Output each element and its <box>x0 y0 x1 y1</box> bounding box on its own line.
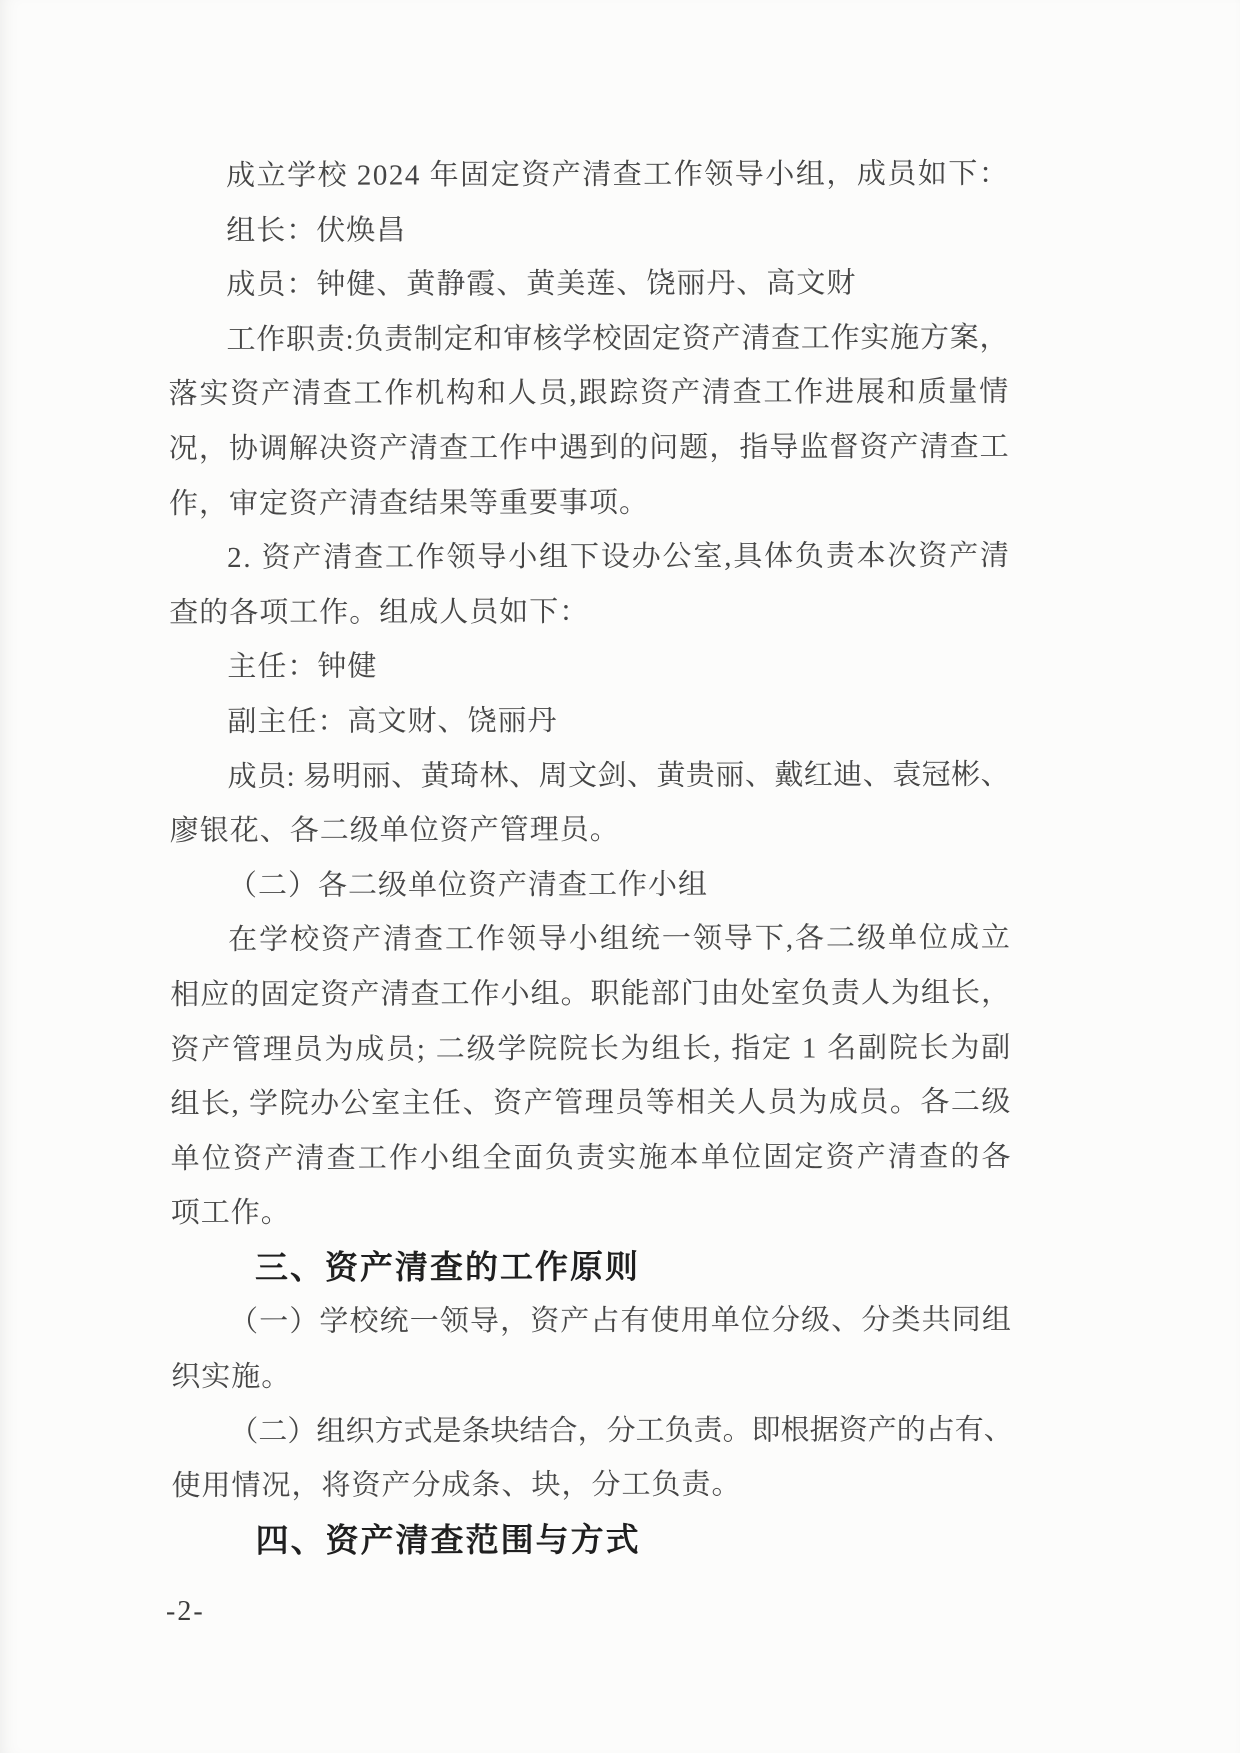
text-line: 主任：钟健 <box>227 650 378 684</box>
text-line: 副主任：高文财、饶丽丹 <box>227 705 558 738</box>
section-heading: 四、资产清查范围与方式 <box>255 1520 641 1559</box>
text-line: 组长：伏焕昌 <box>226 214 407 247</box>
section-heading: 三、资产清查的工作原则 <box>254 1247 640 1286</box>
page-number: -2- <box>166 1596 205 1627</box>
text-line: 成 员 : 易 明 丽 、 黄 琦 林 、 周 文 剑 、 黄 贵 丽 、 戴 红 迪 、 袁 冠 彬 、 <box>227 758 1010 793</box>
text-line: 单 位 资 产 清 查 工 作 小 组 全 面 负 责 实 施 本 单 位 固 定 资 产 清 查 的 各 <box>170 1140 1011 1175</box>
text-line: 廖银花、各二级单位资产管理员。 <box>169 814 620 848</box>
text-line: 织实施。 <box>171 1360 292 1394</box>
text-line: （二）各二级单位资产清查工作小组 <box>227 868 708 902</box>
text-line: 况 ， 协 调 解 决 资 产 清 查 工 作 中 遇 到 的 问 题 ， 指 导 监 督 资 产 清 查 工 <box>168 430 1009 466</box>
text-line: 使用情况，将资产分成条、块，分工负责。 <box>171 1468 742 1503</box>
text-line: 项工作。 <box>170 1197 291 1230</box>
text-line: 成员：钟健、黄静霞、黄美莲、饶丽丹、高文财 <box>226 267 857 302</box>
text-line: 查的各项工作。组成人员如下： <box>169 595 590 629</box>
text-line: 相 应 的 固 定 资 产 清 查 工 作 小 组 。 职 能 部 门 由 处 室 负 责 人 为 组 长 ， <box>170 976 1011 1012</box>
text-line: 工 作 职 责 : 负 责 制 定 和 审 核 学 校 固 定 资 产 清 查 工 作 实 施 方 案 ， <box>226 321 1009 356</box>
text-line: 作，审定资产清查结果等重要事项。 <box>168 486 649 520</box>
document-body <box>168 147 1012 1569</box>
text-line: 在 学 校 资 产 清 查 工 作 领 导 小 组 统 一 领 导 下 , 各 二 级 单 位 成 立 <box>228 922 1010 957</box>
text-line: 组 长 , 学 院 办 公 室 主 任 、 资 产 管 理 员 等 相 关 人 员 为 成 员 。 各 二 级 <box>170 1085 1011 1121</box>
text-line: （ 二 ） 组 织 方 式 是 条 块 结 合 ， 分 工 负 责 。 即 根 据 资 产 的 占 有 、 <box>229 1413 1013 1448</box>
text-line: 2 . 资 产 清 查 工 作 领 导 小 组 下 设 办 公 室 , 具 体 负 责 本 次 资 产 清 <box>227 540 1010 575</box>
text-line: 落 实 资 产 清 查 工 作 机 构 和 人 员 , 跟 踪 资 产 清 查 工 作 进 展 和 质 量 情 <box>168 376 1009 411</box>
text-line: 成 立 学 校 2 0 2 4 年 固 定 资 产 清 查 工 作 领 导 小 组 ， 成 员 如 下 ： <box>226 157 1008 192</box>
text-line: 资 产 管 理 员 为 成 员 ; 二 级 学 院 院 长 为 组 长 , 指 定 1 名 副 院 长 为 副 <box>170 1031 1011 1066</box>
text-line: （ 一 ） 学 校 统 一 领 导 ， 资 产 占 有 使 用 单 位 分 级 、 分 类 共 同 组 <box>229 1304 1011 1339</box>
